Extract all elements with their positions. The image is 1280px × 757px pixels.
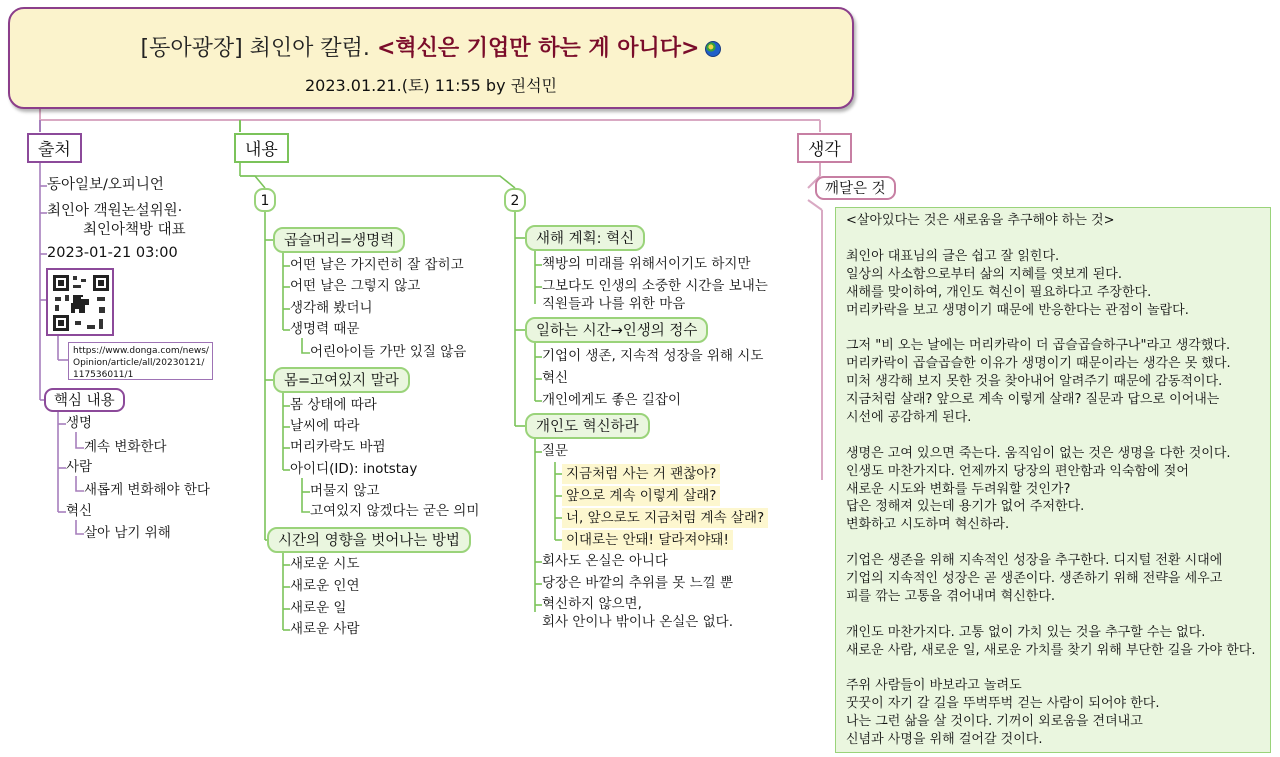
title-banner — [8, 7, 854, 109]
note-line: 답은 정해져 있는데 용기가 없어 주저한다. — [846, 499, 1085, 515]
content-category[interactable]: 내용 — [234, 133, 289, 163]
thought-category[interactable]: 생각 — [797, 133, 852, 163]
content-column-1[interactable]: 1 — [254, 188, 276, 212]
note-line — [846, 534, 1260, 552]
core-value-1: 계속 변화한다 — [84, 439, 167, 455]
note-line: <살아있다는 것은 새로움을 추구해야 하는 것> — [846, 213, 1115, 228]
url-line2: Opinion/article/all/20230121/ — [73, 358, 205, 368]
note-line: 나는 그런 삶을 살 것이다. 기꺼이 외로움을 견뎌내고 — [846, 714, 1143, 730]
section-time[interactable]: 시간의 영향을 벗어나는 방법 — [267, 527, 471, 553]
list-item: 질문 — [542, 443, 569, 459]
note-line: 새로운 시도와 변화를 두려워할 것인가? — [846, 481, 1071, 497]
list-item: 아이디(ID): inotstay — [290, 461, 418, 477]
list-item: 책방의 미래를 위해서이기도 하지만 — [542, 256, 751, 272]
list-item: 날씨에 따라 — [290, 418, 360, 434]
list-item: 고여있지 않겠다는 굳은 의미 — [310, 503, 480, 519]
list-item: 어린아이들 가만 있질 않음 — [310, 344, 467, 360]
note-line: 일상의 사소함으로부터 삶의 지혜를 엿보게 된다. — [846, 266, 1122, 282]
highlight-question: 앞으로 계속 이렇게 살래? — [562, 486, 720, 506]
list-item: 몸 상태에 따라 — [290, 397, 377, 413]
title-main: <혁신은 기업만 하는 게 아니다> — [376, 36, 700, 61]
note-line: 지금처럼 살래? 앞으로 계속 이렇게 살래? 질문과 답으로 이어내는 — [846, 392, 1220, 408]
core-content-node[interactable]: 핵심 내용 — [44, 388, 125, 412]
note-line: 새해를 맞이하여, 개인도 혁신이 필요하다고 주장한다. — [846, 284, 1152, 300]
note-line — [846, 230, 1260, 248]
note-line — [846, 606, 1260, 624]
list-item: 생각해 봤더니 — [290, 300, 373, 316]
note-line: 미처 생각해 보지 못한 것을 찾아내어 알려주기 때문에 감동적이다. — [846, 374, 1223, 390]
list-item: 새로운 일 — [290, 600, 347, 616]
core-key-2: 사람 — [66, 459, 93, 475]
source-category[interactable]: 출처 — [27, 133, 82, 163]
note-line: 기업은 생존을 위해 지속적인 성장을 추구한다. 디지털 전환 시대에 — [846, 553, 1223, 569]
list-item: 새로운 시도 — [290, 556, 360, 572]
note-line: 시선에 공감하게 된다. — [846, 409, 972, 425]
section-work-time[interactable]: 일하는 시간→인생의 정수 — [525, 317, 708, 343]
note-line: 인생도 마찬가지다. 언제까지 당장의 편안함과 익숙함에 젖어 — [846, 463, 1189, 479]
list-item: 기업이 생존, 지속적 성장을 위해 시도 — [542, 348, 764, 364]
list-item: 혁신 — [542, 370, 569, 386]
list-item: 생명력 때문 — [290, 321, 360, 337]
highlight-question: 지금처럼 사는 거 괜찮아? — [562, 464, 720, 484]
note-line: 생명은 고여 있으면 죽는다. 움직임이 없는 것은 생명을 다한 것이다. — [846, 445, 1231, 461]
note-line: 꿋꿋이 자기 갈 길을 뚜벅뚜벅 걷는 사람이 되어야 한다. — [846, 696, 1160, 712]
globe-link-icon[interactable] — [705, 41, 721, 57]
note-line: 기업의 지속적인 성장은 곧 생존이다. 생존하기 위해 전략을 세우고 — [846, 571, 1223, 587]
core-key-1: 생명 — [66, 415, 93, 431]
list-item: 개인에게도 좋은 길잡이 — [542, 392, 681, 408]
qr-code[interactable] — [46, 268, 114, 336]
url-line3: 117536011/1 — [73, 370, 134, 380]
title-line — [10, 35, 852, 63]
source-author-line2: 최인아책방 대표 — [83, 222, 186, 238]
note-line: 피를 깎는 고통을 겪어내며 혁신한다. — [846, 588, 1056, 604]
note-line: 머리카락을 보고 생명이기 때문에 반응한다는 관점이 놀랍다. — [846, 302, 1189, 318]
list-item: 혁신하지 않으면, — [542, 596, 642, 612]
core-value-3: 살아 남기 위해 — [84, 525, 171, 541]
section-curly-hair[interactable]: 곱슬머리=생명력 — [273, 227, 405, 253]
url-line1: https://www.donga.com/news/ — [73, 346, 209, 356]
list-item: 새로운 사람 — [290, 621, 360, 637]
note-line: 그저 "비 오는 날에는 머리카락이 더 곱슬곱슬하구나"라고 생각했다. — [846, 338, 1231, 354]
source-publisher: 동아일보/오피니언 — [47, 177, 164, 193]
note-line — [846, 660, 1260, 678]
list-item: 그보다도 인생의 소중한 시간을 보내는 — [542, 278, 768, 294]
note-line: 변화하고 시도하며 혁신하라. — [846, 517, 1010, 533]
highlight-question: 이대로는 안돼! 달라져야돼! — [562, 530, 733, 550]
source-url[interactable] — [68, 342, 213, 380]
source-author-line1: 최인아 객원논설위원· — [47, 203, 183, 219]
title-subtitle: 2023.01.21.(토) 11:55 by 권석민 — [305, 76, 557, 95]
content-column-2[interactable]: 2 — [504, 188, 526, 212]
core-value-2: 새롭게 변화해야 한다 — [84, 482, 210, 498]
list-item: 어떤 날은 그렇지 않고 — [290, 278, 421, 294]
title-prefix: [동아광장] 최인아 칼럼. — [140, 36, 370, 61]
note-line — [846, 427, 1260, 445]
list-item: 머리카락도 바뀜 — [290, 439, 386, 455]
note-line — [846, 319, 1260, 337]
note-line: 주위 사람들이 바보라고 놀려도 — [846, 678, 1022, 694]
reflection-note — [835, 207, 1271, 753]
note-line: 최인아 대표님의 글은 쉽고 잘 읽힌다. — [846, 248, 1060, 264]
qr-code-icon — [51, 273, 111, 333]
list-item: 어떤 날은 가지런히 잘 잡히고 — [290, 257, 464, 273]
source-date: 2023-01-21 03:00 — [47, 245, 178, 261]
section-new-year-plan[interactable]: 새해 계획: 혁신 — [525, 225, 645, 251]
note-line: 신념과 사명을 위해 걸어갈 것이다. — [846, 732, 1043, 748]
note-line: 새로운 사람, 새로운 일, 새로운 가치를 찾기 위해 부단한 길을 가야 한다. — [846, 642, 1256, 658]
section-body[interactable]: 몸=고여있지 말라 — [273, 367, 410, 393]
list-item: 회사 안이나 밖이나 온실은 없다. — [542, 614, 733, 630]
core-key-3: 혁신 — [66, 503, 93, 519]
note-line: 개인도 마찬가지다. 고통 없이 가치 있는 것을 추구할 수는 없다. — [846, 624, 1206, 640]
list-item: 당장은 바깥의 추위를 못 느낄 뿐 — [542, 575, 733, 591]
realization-node[interactable]: 깨달은 것 — [815, 176, 896, 200]
highlight-question: 너, 앞으로도 지금처럼 계속 살래? — [562, 508, 768, 528]
list-item: 회사도 온실은 아니다 — [542, 553, 668, 569]
list-item: 머물지 않고 — [310, 483, 380, 499]
list-item: 직원들과 나를 위한 마음 — [542, 296, 686, 312]
note-line: 머리카락이 곱슬곱슬한 이유가 생명이기 때문이라는 생각은 못 했다. — [846, 356, 1231, 372]
section-individual-innovation[interactable]: 개인도 혁신하라 — [525, 413, 650, 439]
list-item: 새로운 인연 — [290, 578, 360, 594]
